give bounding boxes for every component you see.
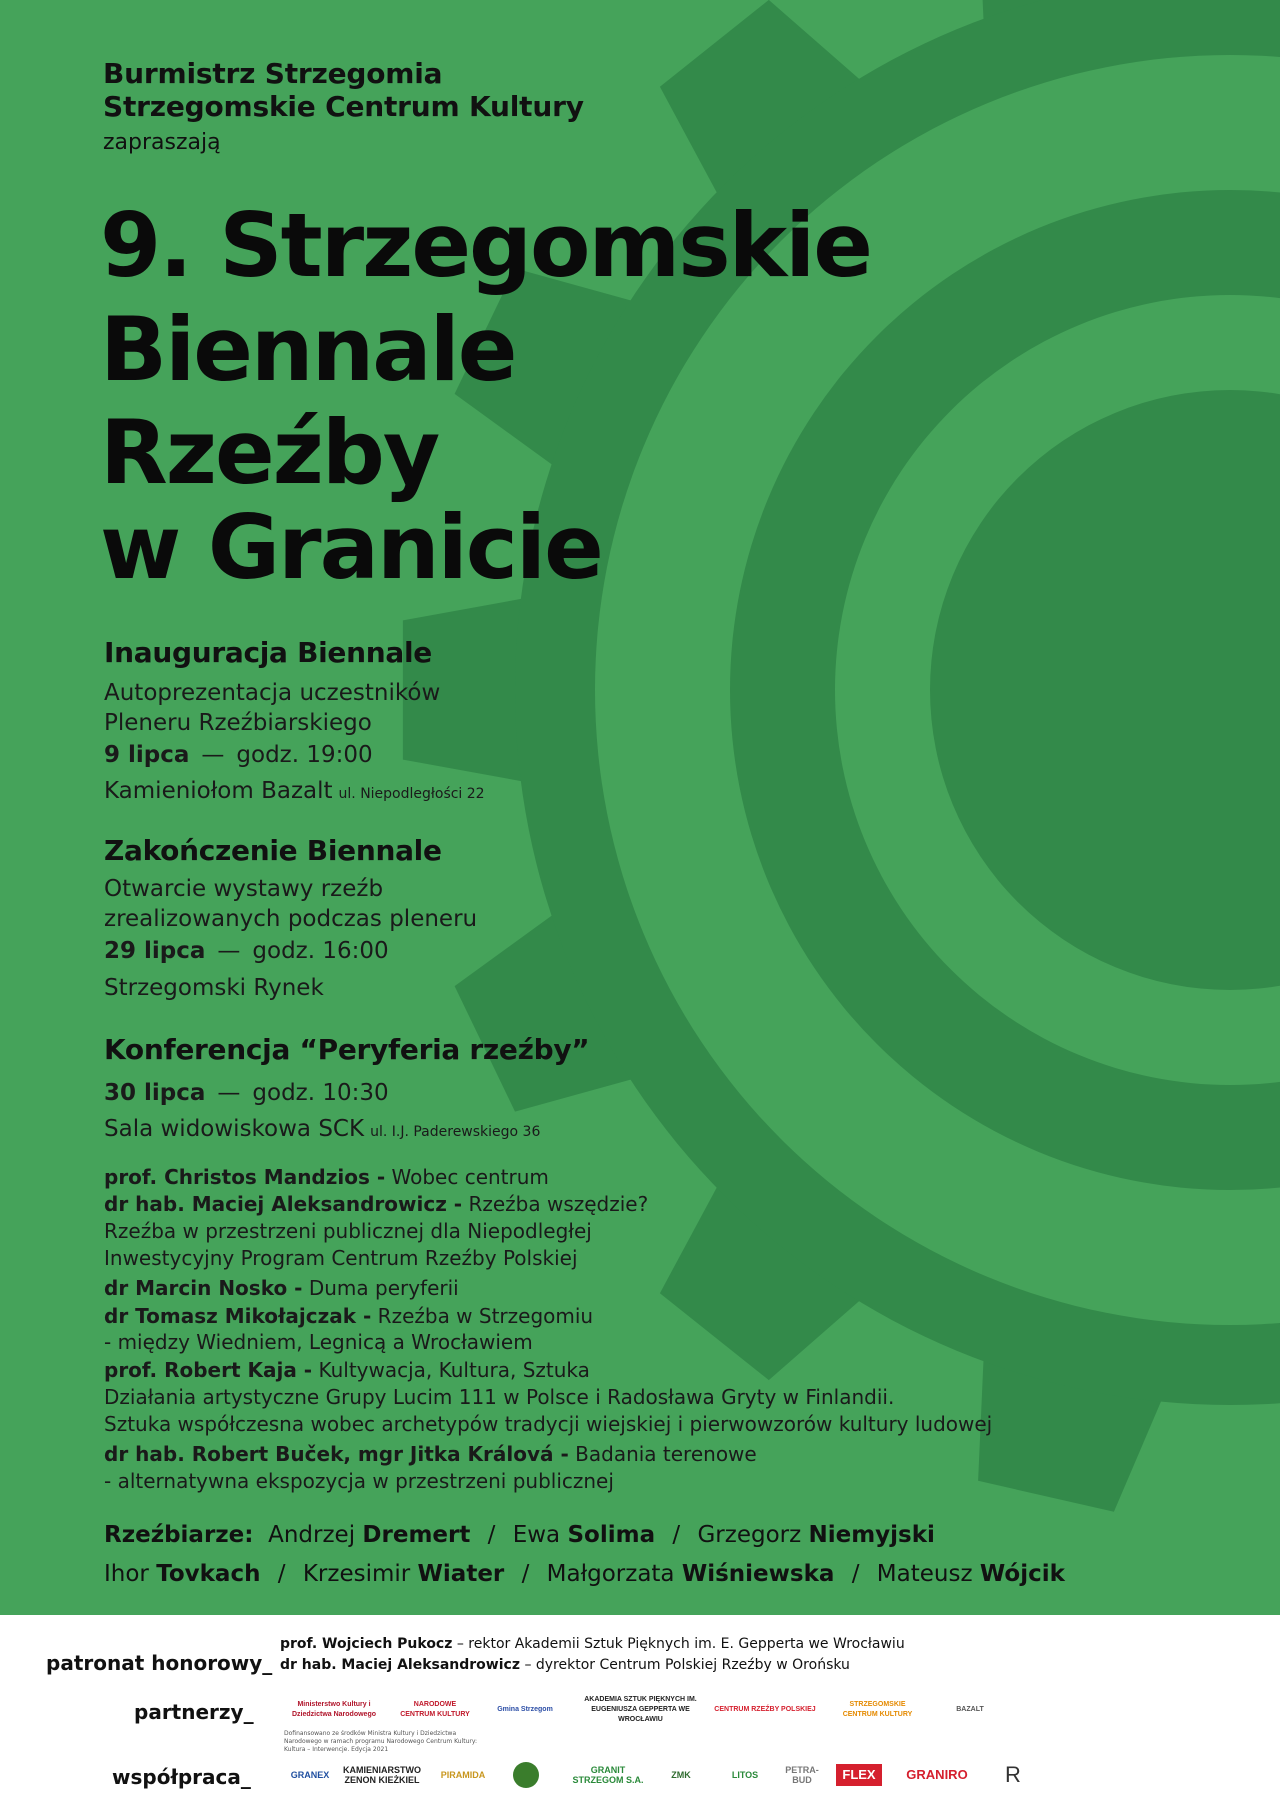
event-title-line: 9. Strzegomskie: [100, 194, 871, 297]
place-name: Kamieniołom Bazalt: [104, 778, 333, 804]
place-name: Sala widowiskowa SCK: [104, 1116, 365, 1142]
partner-logo: AKADEMIA SZTUK PIĘKNYCH IM. EUGENIUSZA GEPPERTA WE WROCŁAWIU: [584, 1696, 697, 1723]
partner-logo: Ministerstwo Kultury i Dziedzictwa Narodowego: [291, 1701, 376, 1718]
cooperation-logo: [513, 1762, 539, 1788]
section-text: Autoprezentacja uczestników: [104, 680, 441, 706]
sculptors-row: Ihor Tovkach / Krzesimir Wiater / Małgorzata Wiśniewska / Mateusz Wójcik: [104, 1561, 1065, 1587]
sculptors-label: Rzeźbiarze:: [104, 1522, 254, 1548]
sculptor-name: Ewa Solima: [512, 1522, 656, 1548]
talk-line: Inwestycyjny Program Centrum Rzeźby Polskiej: [104, 1246, 578, 1270]
event-time: godz. 16:00: [252, 938, 389, 964]
talk-line: Rzeźba w przestrzeni publicznej dla Niepodległej: [104, 1219, 592, 1243]
event-datetime: [104, 1080, 389, 1106]
sculptor-name: Małgorzata Wiśniewska: [546, 1561, 835, 1587]
patron-line: dr hab. Maciej Aleksandrowicz – dyrektor Centrum Polskiej Rzeźby w Orońsku: [280, 1657, 850, 1673]
section-heading-inauguration: Inauguracja Biennale: [104, 636, 432, 669]
talk-line: prof. Christos Mandzios - Wobec centrum: [104, 1165, 549, 1189]
cooperation-logo: GRANIRO: [906, 1767, 968, 1782]
dash: —: [201, 742, 225, 768]
event-title-line: Rzeźby: [100, 401, 439, 504]
event-date: 29 lipca: [104, 938, 206, 964]
sculptor-name: Krzesimir Wiater: [302, 1561, 505, 1587]
sculptor-name: Andrzej Dremert: [268, 1522, 471, 1548]
cooperation-logo: R: [1005, 1762, 1021, 1787]
patron-line: prof. Wojciech Pukocz – rektor Akademii Sztuk Pięknych im. E. Gepperta we Wrocławiu: [280, 1636, 905, 1652]
partner-logo: BAZALT: [956, 1706, 984, 1713]
event-date: 30 lipca: [104, 1080, 206, 1106]
talk-line: Sztuka współczesna wobec archetypów tradycji wiejskiej i pierwowzorów kultury ludowej: [104, 1412, 993, 1436]
cooperation-logo: PIRAMIDA: [440, 1770, 486, 1780]
talk-line: dr hab. Robert Buček, mgr Jitka Králová - Badania terenowe: [104, 1442, 757, 1466]
cooperation-label: współpraca_: [112, 1765, 251, 1789]
talk-line: prof. Robert Kaja - Kultywacja, Kultura, Sztuka: [104, 1358, 590, 1382]
event-place: [104, 778, 485, 804]
section-heading-conference: Konferencja “Peryferia rzeźby”: [104, 1033, 590, 1066]
place-address: ul. Niepodległości 22: [338, 786, 485, 802]
sculptor-name: Ihor Tovkach: [104, 1561, 261, 1587]
footer-sponsors: [0, 1615, 1280, 1810]
dash: —: [217, 1080, 241, 1106]
section-text: Otwarcie wystawy rzeźb: [104, 876, 384, 902]
invite-text: zapraszają: [103, 130, 221, 155]
cooperation-logo: GRANIT STRZEGOM S.A.: [572, 1765, 644, 1785]
cooperation-logo: PETRA-BUD: [785, 1765, 819, 1785]
talk-line: dr Tomasz Mikołajczak - Rzeźba w Strzegomiu: [104, 1304, 594, 1328]
partner-logo: CENTRUM RZEŹBY POLSKIEJ: [714, 1706, 816, 1713]
sculptor-name: Grzegorz Niemyjski: [697, 1522, 935, 1548]
organizer-line: Burmistrz Strzegomia: [103, 57, 443, 90]
talk-line: dr hab. Maciej Aleksandrowicz - Rzeźba wszędzie?: [104, 1192, 649, 1216]
event-datetime: [104, 742, 373, 768]
event-place: [104, 1116, 540, 1142]
partners-label: partnerzy_: [134, 1700, 254, 1724]
talk-line: Działania artystyczne Grupy Lucim 111 w Polsce i Radosława Gryty w Finlandii.: [104, 1385, 895, 1409]
place-address: ul. I.J. Paderewskiego 36: [370, 1124, 541, 1140]
sculptor-name: Mateusz Wójcik: [876, 1561, 1065, 1587]
cooperation-logo: LITOS: [731, 1770, 759, 1780]
event-title-line: Biennale: [100, 298, 516, 401]
sculptors-row: Rzeźbiarze: Andrzej Dremert / Ewa Solima / Grzegorz Niemyjski: [104, 1522, 935, 1548]
section-text: zrealizowanych podczas pleneru: [104, 906, 478, 932]
event-time: godz. 10:30: [252, 1080, 389, 1106]
talk-line: - między Wiedniem, Legnicą a Wrocławiem: [104, 1330, 533, 1354]
talk-line: dr Marcin Nosko - Duma peryferii: [104, 1276, 459, 1300]
partner-logo: Gmina Strzegom: [497, 1706, 553, 1713]
cooperation-logo: FLEX: [836, 1764, 882, 1786]
partner-logo: NARODOWE CENTRUM KULTURY: [400, 1701, 470, 1718]
place-name: Strzegomski Rynek: [104, 975, 324, 1001]
organizer-line: Strzegomskie Centrum Kultury: [103, 90, 584, 123]
event-datetime: [104, 938, 389, 964]
event-title-line: w Granicie: [100, 496, 602, 599]
event-date: 9 lipca: [104, 742, 190, 768]
funding-note: Dofinansowano ze środków Ministra Kultury i Dziedzictwa Narodowego w ramach programu Narodowego Centrum Kultury: Kultura – Interwencje. Edycja 2021: [284, 1730, 478, 1753]
partner-logo: STRZEGOMSKIE CENTRUM KULTURY: [842, 1701, 913, 1718]
event-time: godz. 19:00: [236, 742, 373, 768]
cooperation-logo: GRANEX: [290, 1770, 330, 1780]
cooperation-logo: ZMK: [671, 1770, 691, 1780]
cooperation-logo: KAMIENIARSTWO ZENON KIEŻKIEL: [343, 1765, 421, 1785]
talk-line: - alternatywna ekspozycja w przestrzeni publicznej: [104, 1469, 614, 1493]
section-text: Pleneru Rzeźbiarskiego: [104, 710, 372, 736]
patronage-label: patronat honorowy_: [46, 1651, 273, 1675]
section-heading-closing: Zakończenie Biennale: [104, 834, 442, 867]
dash: —: [217, 938, 241, 964]
